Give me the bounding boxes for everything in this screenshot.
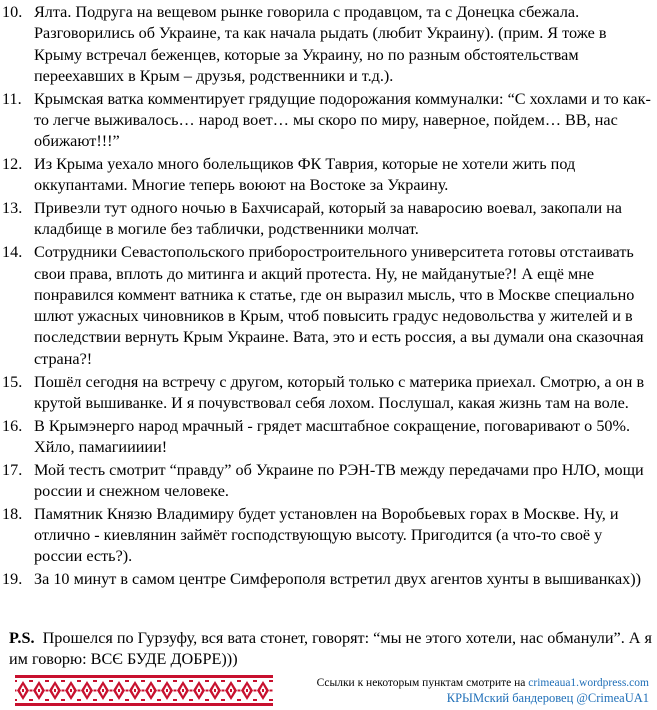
item-text: Из Крыма уехало много болельщиков ФК Таврия, которые не хотели жить под оккупантами. Многие теперь воюют на Востоке за Украину. — [34, 155, 576, 195]
item-text: Крымская ватка комментирует грядущие подорожания коммуналки: “С хохлами и то как-то легче выживалось… народ воет… мы скоро по миру, наверное, пойдем… ВВ, нас обижают!!!” — [34, 89, 651, 151]
item-text: Ялта. Подруга на вещевом рынке говорила с продавцом, та с Донецка сбежала. Разговорились об Украине, та как начала рыдать (любит Украину). (прим. Я тоже в Крыму встречал беженцев, которые за Украину, но по разным обстоятельствам переехавших в Крым – друзья, родственники и т.д.). — [34, 3, 607, 85]
footer-site-link[interactable]: crimeaua1.wordpress.com — [528, 677, 649, 689]
item-number: 10. — [2, 3, 23, 21]
item-number: 12. — [2, 155, 23, 174]
footer-credits — [317, 676, 649, 706]
item-text: Сотрудники Севастопольского приборостроительного университета готовы отстаивать свои права, вплоть до митинга и акций протеста. Ну, не майданутые?! А ещё мне понравился коммент ватника к статье, где он выразил мысль, что в Москве специально шлют ужасных чиновников в Крым, чтоб повысить градус недовольства у жителей и в последствии вернуть Крым Украине. Вата, это и есть россия, а вы думали она сказочная страна?! — [34, 243, 644, 368]
item-number: 13. — [2, 199, 23, 218]
item-number: 19. — [2, 570, 23, 589]
numbered-list — [0, 2, 657, 592]
list-item — [0, 242, 657, 370]
list-item — [0, 569, 657, 590]
item-number: 16. — [2, 416, 23, 435]
list-item — [0, 89, 657, 153]
footer-signature: КРЫМский бандеровец @CrimeaUA1 — [446, 691, 649, 705]
postscript-text: Прошелся по Гурзуфу, вся вата стонет, говорят: “мы не этого хотели, нас обманули”. А я им говорю: ВСЄ БУДЕ ДОБРЕ))) — [9, 629, 652, 669]
footer-links-line — [317, 676, 649, 691]
item-text: Привезли тут одного ночью в Бахчисарай, который за наваросию воевал, закопали на кладбище в могиле без таблички, родственники молчат. — [34, 199, 622, 239]
postscript-label: P.S. — [9, 629, 35, 647]
embroidery-ornament-icon — [15, 675, 273, 706]
list-item — [0, 154, 657, 197]
list-item — [0, 460, 657, 503]
item-text: Пошёл сегодня на встречу с другом, который только с материка приехал. Смотрю, а он в крутой вышиванке. И я почувствовал себя лохом. Послушал, какая жизнь там на воле. — [34, 372, 645, 412]
footer-links-prefix: Ссылки к некоторым пунктам смотрите на — [316, 677, 526, 689]
list-item — [0, 416, 657, 459]
item-text: В Крымэнерго народ мрачный - грядет масштабное сокращение, поговаривают о 50%. Хйло, памагиииии! — [34, 416, 631, 456]
list-item — [0, 372, 657, 415]
postscript — [9, 628, 654, 671]
list-item — [0, 504, 657, 568]
item-number: 11. — [2, 89, 22, 108]
item-number: 17. — [2, 460, 23, 479]
item-number: 14. — [2, 243, 23, 262]
item-text: За 10 минут в самом центре Симферополя встретил двух агентов хунты в вышиванках)) — [34, 570, 642, 589]
item-text: Памятник Князю Владимиру будет установлен на Воробьевых горах в Москве. Ну, и отлично - киевлянин займёт господствующую высоту. Пригодится (а что-то своё у россии есть?). — [34, 504, 619, 566]
item-number: 18. — [2, 504, 23, 523]
list-item — [0, 198, 657, 241]
list-item — [0, 2, 657, 87]
item-text: Мой тесть смотрит “правду” об Украине по РЭН-ТВ между передачами про НЛО, мощи россии и снежном человеке. — [34, 460, 644, 501]
item-number: 15. — [2, 372, 23, 391]
